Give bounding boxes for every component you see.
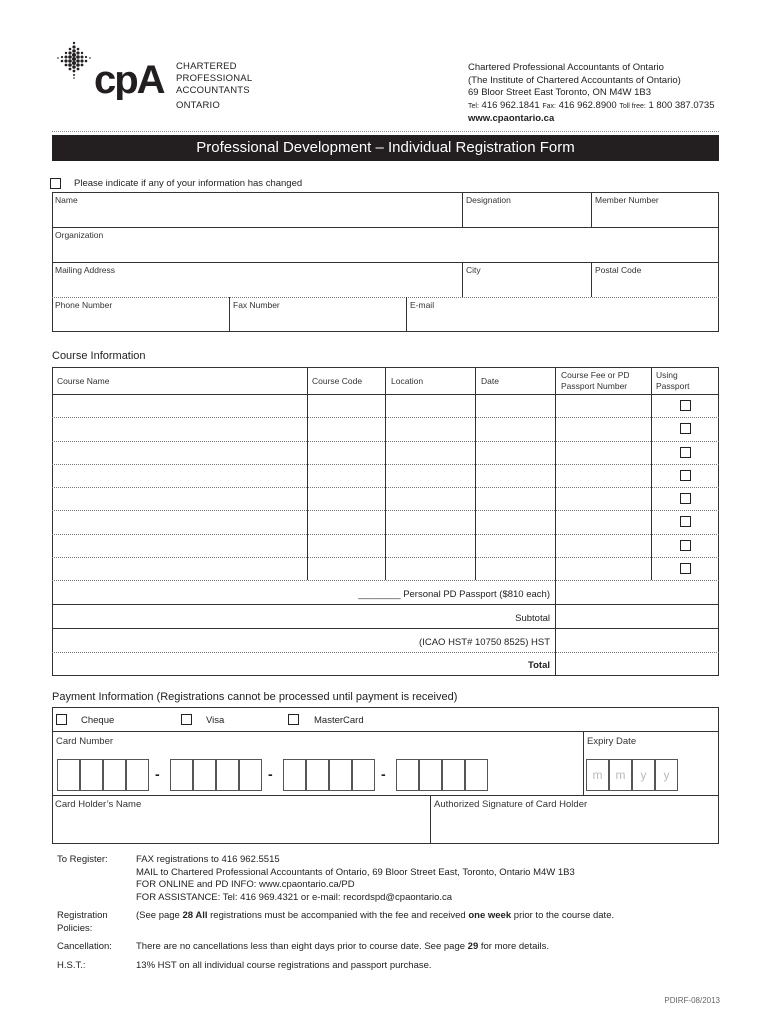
expiry-placeholder: y — [640, 768, 647, 782]
using-passport-checkbox[interactable] — [680, 563, 691, 574]
tel-number: 416 962.1841 — [481, 99, 540, 111]
total-label: Total — [528, 660, 550, 671]
row-divider — [52, 652, 719, 653]
divider — [52, 131, 719, 132]
col-divider — [430, 795, 431, 844]
col-fee — [561, 370, 630, 392]
course-row[interactable] — [52, 510, 651, 533]
row-divider — [52, 580, 719, 581]
organization-field[interactable]: Organization — [55, 230, 104, 240]
card-separator: - — [155, 766, 160, 782]
col-date: Date — [481, 376, 499, 386]
policies-part: (See page — [136, 910, 183, 921]
card-digit-cell[interactable] — [126, 759, 149, 791]
member-number-field[interactable]: Member Number — [595, 195, 659, 205]
fax-field[interactable]: Fax Number — [233, 300, 280, 310]
hst-note-text: 13% HST on all individual course registrations and passport purchase. — [136, 960, 432, 971]
signature-field[interactable]: Authorized Signature of Card Holder — [434, 799, 588, 810]
logo-line: ACCOUNTANTS — [176, 85, 250, 96]
hst-note-label: H.S.T.: — [57, 960, 86, 971]
col-divider — [406, 297, 407, 332]
form-code: PDIRF-08/2013 — [664, 996, 720, 1005]
policies-part: one week — [468, 910, 512, 921]
row-divider — [52, 731, 719, 732]
tollfree-number: 1 800 387.0735 — [648, 99, 715, 111]
info-changed-checkbox[interactable] — [50, 178, 61, 189]
designation-field[interactable]: Designation — [466, 195, 511, 205]
address-block — [468, 62, 715, 126]
course-row[interactable] — [52, 417, 651, 440]
col-using-line: Using — [656, 370, 678, 380]
register-line: FOR ONLINE and PD INFO: www.cpaontario.ca/PD — [136, 879, 355, 890]
expiry-label: Expiry Date — [587, 736, 637, 747]
mastercard-checkbox[interactable] — [288, 714, 299, 725]
cpa-logo — [56, 40, 166, 100]
card-digit-cell[interactable] — [193, 759, 216, 791]
using-passport-checkbox[interactable] — [680, 516, 691, 527]
institute-name: (The Institute of Chartered Accountants of Ontario) — [468, 74, 681, 86]
col-fee-line: Course Fee or PD — [561, 370, 630, 380]
mastercard-label: MasterCard — [314, 715, 364, 726]
maple-leaf-icon — [56, 40, 166, 100]
course-row[interactable] — [52, 487, 651, 510]
subtotal-label: Subtotal — [515, 613, 550, 624]
card-digit-cell[interactable] — [419, 759, 442, 791]
cheque-label: Cheque — [81, 715, 115, 726]
expiry-digit-cell[interactable] — [609, 759, 632, 791]
using-passport-checkbox[interactable] — [680, 470, 691, 481]
mailing-address-field[interactable]: Mailing Address — [55, 265, 116, 275]
postal-code-field[interactable]: Postal Code — [595, 265, 642, 275]
col-course-code: Course Code — [312, 376, 363, 386]
logo-line: ONTARIO — [176, 100, 220, 111]
logo-text — [176, 61, 252, 112]
policies-part: registrations must be accompanied with the fee and received — [207, 910, 469, 921]
cpa-wordmark: cpA — [94, 58, 164, 100]
cancel-part: 29 — [467, 941, 479, 952]
register-line: MAIL to Chartered Professional Accountants of Ontario, 69 Bloor Street East, Toronto, Ontario M4W 1B3 — [136, 866, 575, 878]
card-digit-cell[interactable] — [396, 759, 419, 791]
name-field[interactable]: Name — [55, 195, 78, 205]
card-digit-cell[interactable] — [239, 759, 262, 791]
register-line: FAX registrations to 416 962.5515 — [136, 854, 280, 865]
col-using-passport — [656, 370, 690, 392]
using-passport-checkbox[interactable] — [680, 423, 691, 434]
col-divider — [462, 192, 463, 227]
passport-qty-blank[interactable]: ________ — [358, 589, 401, 600]
visa-checkbox[interactable] — [181, 714, 192, 725]
street-address: 69 Bloor Street East Toronto, ON M4W 1B3 — [468, 87, 652, 98]
card-digit-cell[interactable] — [57, 759, 80, 791]
row-divider — [52, 227, 719, 228]
policies-label — [57, 910, 108, 935]
row-divider — [52, 628, 719, 629]
card-digit-cell[interactable] — [465, 759, 488, 791]
register-details — [136, 854, 575, 904]
email-field[interactable]: E-mail — [410, 300, 435, 310]
expiry-digit-cell[interactable] — [586, 759, 609, 791]
policies-part: 28 All — [182, 910, 208, 921]
cheque-checkbox[interactable] — [56, 714, 67, 725]
logo-line: CHARTERED — [176, 61, 237, 72]
cancellation-label: Cancellation: — [57, 941, 112, 952]
cancel-part: There are no cancellations less than eight days prior to course date. See page — [136, 941, 468, 952]
col-divider — [583, 731, 584, 795]
course-row[interactable] — [52, 441, 651, 464]
passport-label: Personal PD Passport ($810 each) — [403, 589, 550, 600]
using-passport-checkbox[interactable] — [680, 540, 691, 551]
col-divider — [229, 297, 230, 332]
contact-line: Tel: 416 962.1841 Fax: 416 962.8900 Toll free: 1 800 387.0735 — [468, 99, 715, 111]
col-divider — [591, 192, 592, 227]
register-line: FOR ASSISTANCE: Tel: 416 969.4321 or e-mail: recordspd@cpaontario.ca — [136, 891, 453, 903]
card-digit-cell[interactable] — [352, 759, 375, 791]
info-changed-label: Please indicate if any of your information has changed — [74, 178, 303, 189]
card-separator: - — [268, 766, 273, 782]
register-label: To Register: — [57, 854, 108, 865]
col-using-line: Passport — [656, 381, 690, 391]
col-divider — [462, 262, 463, 297]
passport-line — [358, 589, 550, 600]
card-digit-cell[interactable] — [80, 759, 103, 791]
card-holder-field[interactable]: Card Holder’s Name — [55, 799, 142, 810]
using-passport-checkbox[interactable] — [680, 400, 691, 411]
card-separator: - — [381, 766, 386, 782]
card-digit-cell[interactable] — [442, 759, 465, 791]
expiry-placeholder: m — [615, 768, 626, 782]
course-row[interactable] — [52, 534, 651, 557]
org-name: Chartered Professional Accountants of Ontario — [468, 62, 664, 73]
col-location: Location — [391, 376, 424, 386]
hst-label: (ICAO HST# 10750 8525) HST — [419, 637, 550, 648]
col-course-name: Course Name — [57, 376, 110, 386]
website-link[interactable]: www.cpaontario.ca — [468, 113, 555, 124]
policies-text — [136, 910, 614, 923]
expiry-digit-cell[interactable] — [655, 759, 678, 791]
payment-section-title: Payment Information (Registrations cannot be processed until payment is received) — [52, 691, 458, 703]
course-row[interactable] — [52, 464, 651, 487]
card-digit-cell[interactable] — [170, 759, 193, 791]
city-field[interactable]: City — [466, 265, 481, 275]
row-divider — [52, 262, 719, 263]
row-divider — [52, 297, 719, 298]
course-section-title: Course Information — [52, 350, 146, 362]
card-digit-cell[interactable] — [283, 759, 306, 791]
card-digit-cell[interactable] — [103, 759, 126, 791]
using-passport-checkbox[interactable] — [680, 447, 691, 458]
card-digit-cell[interactable] — [216, 759, 239, 791]
using-passport-checkbox[interactable] — [680, 493, 691, 504]
logo-line: PROFESSIONAL — [176, 73, 253, 84]
card-digit-cell[interactable] — [329, 759, 352, 791]
fax-number: 416 962.8900 — [558, 99, 617, 111]
col-fee-line: Passport Number — [561, 381, 628, 391]
course-row[interactable] — [52, 394, 651, 417]
phone-field[interactable]: Phone Number — [55, 300, 113, 310]
col-divider — [651, 367, 652, 580]
expiry-digit-cell[interactable] — [632, 759, 655, 791]
cancel-part: for more details. — [478, 941, 549, 952]
expiry-placeholder: m — [592, 768, 603, 782]
policies-label-line: Policies: — [57, 922, 93, 934]
cancellation-text — [136, 941, 549, 954]
col-divider — [591, 262, 592, 297]
expiry-placeholder: y — [663, 768, 670, 782]
course-row[interactable] — [52, 557, 651, 580]
row-divider — [52, 604, 719, 605]
form-title: Professional Development – Individual Registration Form — [52, 135, 719, 161]
policies-label-line: Registration — [57, 910, 108, 921]
row-divider — [52, 795, 719, 796]
card-digit-cell[interactable] — [306, 759, 329, 791]
policies-part: prior to the course date. — [511, 910, 615, 921]
card-number-label: Card Number — [56, 736, 114, 747]
visa-label: Visa — [206, 715, 225, 726]
